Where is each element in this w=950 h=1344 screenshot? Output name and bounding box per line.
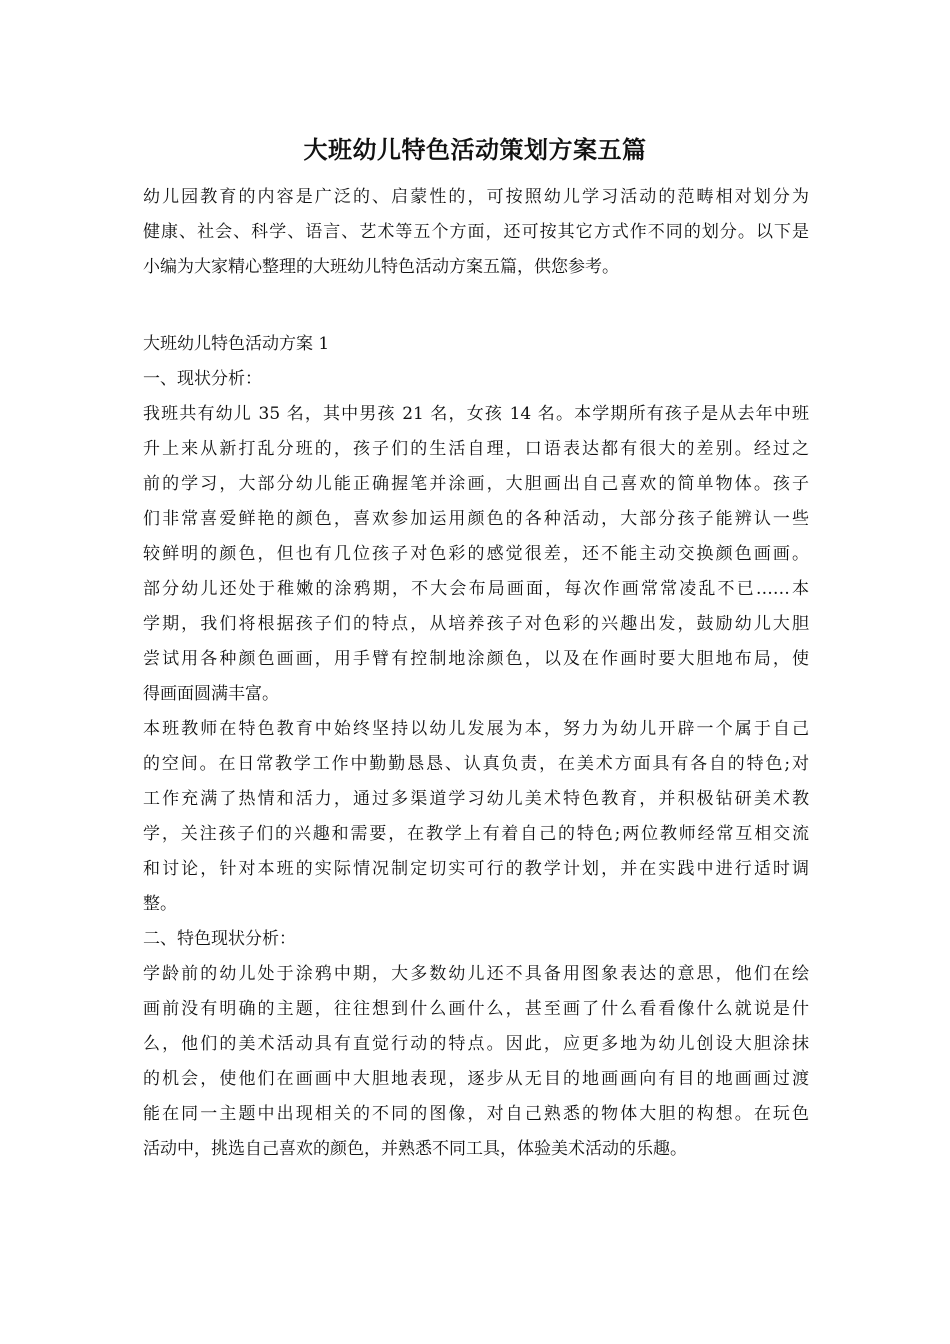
paragraph-line: 整。 <box>143 894 177 914</box>
intro-paragraph <box>143 180 809 285</box>
section-1 <box>143 327 809 1167</box>
paragraph-line: 尝试用各种颜色画画，用手臂有控制地涂颜色，以及在作画时要大胆地布局，使 <box>143 649 809 669</box>
paragraph-class-overview <box>143 397 809 712</box>
paragraph-line: 较鲜明的颜色，但也有几位孩子对色彩的感觉很差，还不能主动交换颜色画画。 <box>143 544 809 564</box>
intro-line: 幼儿园教育的内容是广泛的、启蒙性的，可按照幼儿学习活动的范畴相对划分为 <box>143 187 809 207</box>
paragraph-line: 学期，我们将根据孩子们的特点，从培养孩子对色彩的兴趣出发，鼓励幼儿大胆 <box>143 614 809 634</box>
paragraph-line: 和讨论，针对本班的实际情况制定切实可行的教学计划，并在实践中进行适时调 <box>143 859 809 879</box>
section-title: 大班幼儿特色活动方案 1 <box>143 334 330 354</box>
heading-feature-analysis: 二、特色现状分析： <box>143 929 296 949</box>
paragraph-line: 部分幼儿还处于稚嫩的涂鸦期，不大会布局画面，每次作画常常凌乱不已……本 <box>143 579 809 599</box>
heading-status-analysis: 一、现状分析： <box>143 369 262 389</box>
paragraph-teachers <box>143 712 809 922</box>
paragraph-line: 的机会，使他们在画画中大胆地表现，逐步从无目的地画画向有目的地画画过渡 <box>143 1069 809 1089</box>
paragraph-line: 能在同一主题中出现相关的不同的图像，对自己熟悉的物体大胆的构想。在玩色 <box>143 1104 809 1124</box>
paragraph-line: 学，关注孩子们的兴趣和需要，在教学上有着自己的特色;两位教师经常互相交流 <box>143 824 809 844</box>
paragraph-line: 前的学习，大部分幼儿能正确握笔并涂画，大胆画出自己喜欢的简单物体。孩子 <box>143 474 809 494</box>
paragraph-line: 活动中，挑选自己喜欢的颜色，并熟悉不同工具，体验美术活动的乐趣。 <box>143 1139 687 1159</box>
document-title: 大班幼儿特色活动策划方案五篇 <box>303 135 647 164</box>
paragraph-line: 们非常喜爱鲜艳的颜色，喜欢参加运用颜色的各种活动，大部分孩子能辨认一些 <box>143 509 809 529</box>
intro-line: 健康、社会、科学、语言、艺术等五个方面，还可按其它方式作不同的划分。以下是 <box>143 222 809 242</box>
paragraph-line: 学龄前的幼儿处于涂鸦中期，大多数幼儿还不具备用图象表达的意思，他们在绘 <box>143 964 809 984</box>
paragraph-line: 工作充满了热情和活力，通过多渠道学习幼儿美术特色教育，并积极钻研美术教 <box>143 789 809 809</box>
paragraph-feature-analysis <box>143 957 809 1167</box>
paragraph-line: 升上来从新打乱分班的，孩子们的生活自理，口语表达都有很大的差别。经过之 <box>143 439 809 459</box>
paragraph-line: 我班共有幼儿 35 名，其中男孩 21 名，女孩 14 名。本学期所有孩子是从去年中班 <box>143 404 809 424</box>
intro-line: 小编为大家精心整理的大班幼儿特色活动方案五篇，供您参考。 <box>143 257 619 277</box>
paragraph-line: 的空间。在日常教学工作中勤勤恳恳、认真负责，在美术方面具有各自的特色;对 <box>143 754 809 774</box>
paragraph-line: 得画面圆满丰富。 <box>143 684 279 704</box>
paragraph-line: 么，他们的美术活动具有直觉行动的特点。因此，应更多地为幼儿创设大胆涂抹 <box>143 1034 809 1054</box>
paragraph-line: 本班教师在特色教育中始终坚持以幼儿发展为本，努力为幼儿开辟一个属于自己 <box>143 719 809 739</box>
paragraph-line: 画前没有明确的主题，往往想到什么画什么，甚至画了什么看看像什么就说是什 <box>143 999 809 1019</box>
